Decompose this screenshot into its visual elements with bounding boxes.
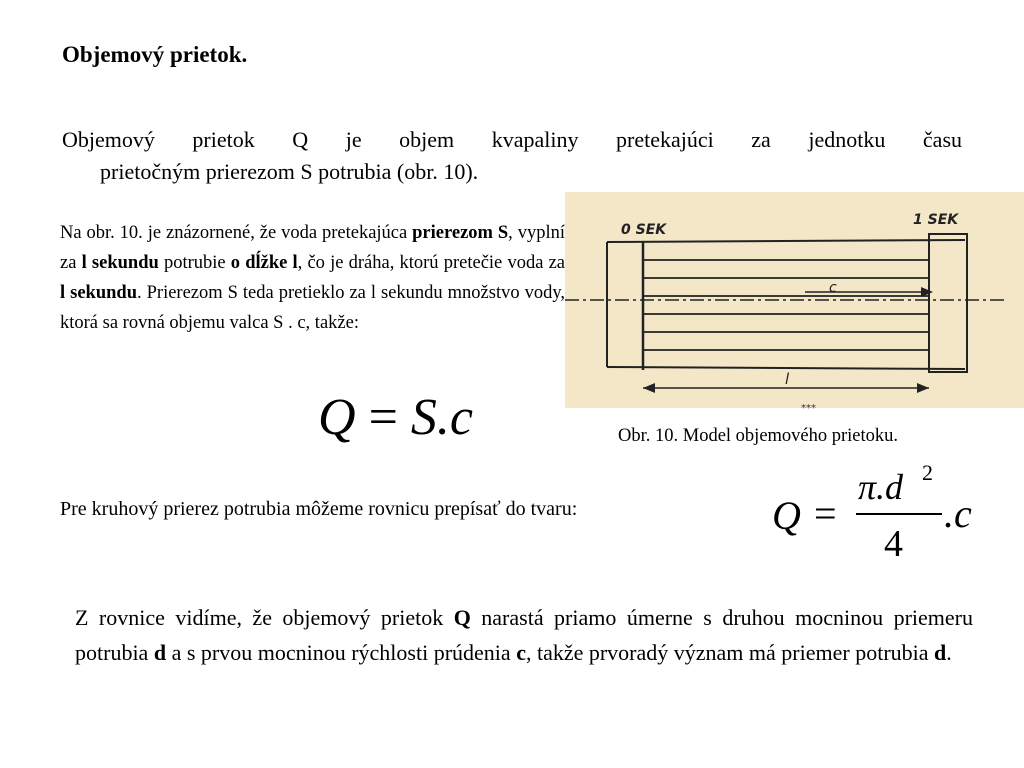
page-title: Objemový prietok. (62, 42, 248, 67)
equation-q-equals-sc: Q = S.c (318, 389, 473, 446)
description-paragraph: Na obr. 10. je znázornené, že voda pretekajúca prierezom S, vyplní za l sekundu potrubie o dĺžke l, čo je dráha, ktorú pretečie voda za l sekundu. Prierezom S teda pretieklo za l sekundu množstvo vody, ktorá sa rovná objemu valca S . c, takže: (60, 223, 566, 333)
figure-caption: Obr. 10. Model objemového prietoku. (618, 426, 899, 446)
fraction-bar (856, 513, 942, 515)
pipe-flow-figure (565, 192, 1024, 414)
label-l: l (785, 370, 790, 388)
label-1-sek: 1 SEK (913, 212, 959, 228)
label-0-sek: 0 SEK (621, 222, 667, 238)
label-bottom: *** (801, 403, 816, 414)
circular-section-text: Pre kruhový prierez potrubia môžeme rovnicu prepísať do tvaru: (60, 498, 578, 520)
intro-line-2: prietočným prierezom S potrubia (obr. 10). (100, 159, 479, 184)
intro-line-1: Objemový prietok Q je objem kvapaliny pretekajúci za jednotku času (62, 127, 962, 152)
equation-circular-flow: Q = π.d 2 4 .c (772, 460, 972, 565)
conclusion-paragraph: Z rovnice vidíme, že objemový prietok Q narastá priamo úmerne s druhou mocninou priemeru potrubia d a s prvou mocninou rýchlosti prúdenia c, takže prvoradý význam má priemer potrubia d. (75, 605, 973, 665)
pipe-diagram (565, 192, 1024, 414)
label-c: c (829, 280, 837, 296)
